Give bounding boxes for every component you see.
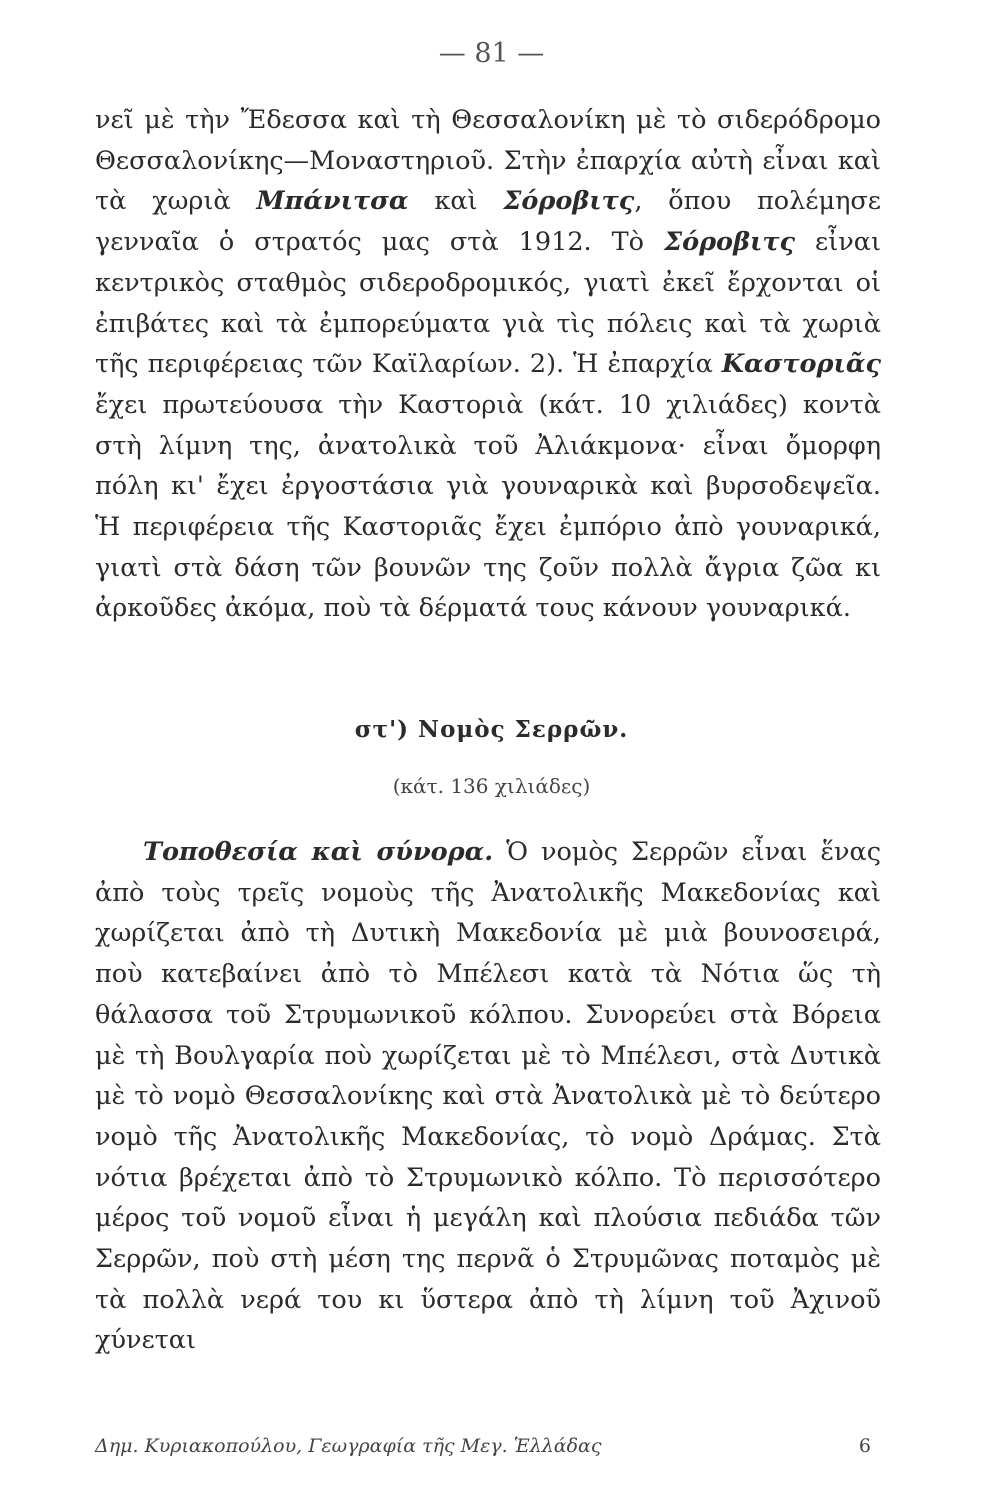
place-name-banitsa: Μπάνιτσα [256, 186, 409, 217]
place-name-kastoria: Καστοριᾶς [721, 349, 881, 380]
text-run: , ὅπου πολέμησε γενναῖα ὁ στρατός μας στὰ 1912. Τὸ [95, 186, 881, 258]
page-footer [95, 1435, 881, 1457]
section-heading: στ') Νομὸς Σερρῶν. [354, 716, 629, 743]
text-run: νεῖ μὲ τὴν Ἔδεσσα καὶ τὴ Θεσσαλονίκη μὲ τὸ σιδερόδρομο Θεσσαλονίκης—Μοναστηριοῦ. Στὴν ἐπαρχία αὐτὴ εἶναι καὶ τὰ χωριὰ [95, 105, 881, 217]
footer-citation: Δημ. Κυριακοπούλου, Γεωγραφία τῆς Μεγ. Ἑλλάδας [95, 1435, 602, 1457]
paragraph-kastoria [95, 100, 881, 629]
place-name-sorovits-2: Σόροβιτς [664, 227, 796, 258]
text-run: ἔχει πρωτεύουσα τὴν Καστοριὰ (κάτ. 10 χιλιάδες) κοντὰ στὴ λίμνη της, ἀνατολικὰ τοῦ Ἀλιάκμονα· εἶναι ὄμορφη πόλη κι' ἔχει ἐργοστάσια γιὰ γουναρικὰ καὶ βυρσοδεψεῖα. Ἡ περιφέρεια τῆς Καστοριᾶς ἔχει ἐμπόριο ἀπὸ γουναρικά, γιατὶ στὰ δάση τῶν βουνῶν της ζοῦν πολλὰ ἄγρια ζῶα κι ἀρκοῦδες ἀκόμα, ποὺ τὰ δέρματά τους κάνουν γουναρικά. [95, 389, 881, 624]
place-name-sorovits: Σόροβιτς [503, 186, 635, 217]
text-run: καὶ [408, 186, 504, 217]
signature-mark: 6 [858, 1435, 871, 1457]
paragraph-lead: Τοποθεσία καὶ σύνορα. [143, 837, 494, 867]
paragraph-serres [95, 832, 881, 1361]
page-number: — 81 — [438, 38, 545, 69]
text-run: εἶναι κεντρικὸς σταθμὸς σιδεροδρομικός, γιατὶ ἐκεῖ ἔρχονται οἱ ἐπιβάτες καὶ τὰ ἐμπορεύματα γιὰ τὶς πόλεις καὶ τὰ χωριὰ τῆς περιφέρειας τῶν Καϊλαρίων. 2). Ἡ ἐπαρχία [95, 227, 881, 380]
section-subheading: (κάτ. 136 χιλιάδες) [392, 774, 591, 798]
text-run: Ὁ νομὸς Σερρῶν εἶναι ἕνας ἀπὸ τοὺς τρεῖς νομοὺς τῆς Ἀνατολικῆς Μακεδονίας καὶ χωρίζεται ἀπὸ τὴ Δυτικὴ Μακεδονία μὲ μιὰ βουνοσειρά, ποὺ κατεβαίνει ἀπὸ τὸ Μπέλεσι κατὰ τὰ Νότια ὥς τὴ θάλασσα τοῦ Στρυμωνικοῦ κόλπου. Συνορεύει στὰ Βόρεια μὲ τὴ Βουλγαρία ποὺ χωρίζεται μὲ τὸ Μπέλεσι, στὰ Δυτικὰ μὲ τὸ νομὸ Θεσσαλονίκης καὶ στὰ Ἀνατολικὰ μὲ τὸ δεύτερο νομὸ τῆς Ἀνατολικῆς Μακεδονίας, τὸ νομὸ Δράμας. Στὰ νότια βρέχεται ἀπὸ τὸ Στρυμωνικὸ κόλπο. Τὸ περισσότερο μέρος τοῦ νομοῦ εἶναι ἡ μεγάλη καὶ πλούσια πεδιάδα τῶν Σερρῶν, ποὺ στὴ μέση της περνᾶ ὁ Στρυμῶνας ποταμὸς μὲ τὰ πολλὰ νερά του κι ὕστερα ἀπὸ τὴ λίμνη τοῦ Ἀχινοῦ χύνεται [95, 837, 882, 1356]
